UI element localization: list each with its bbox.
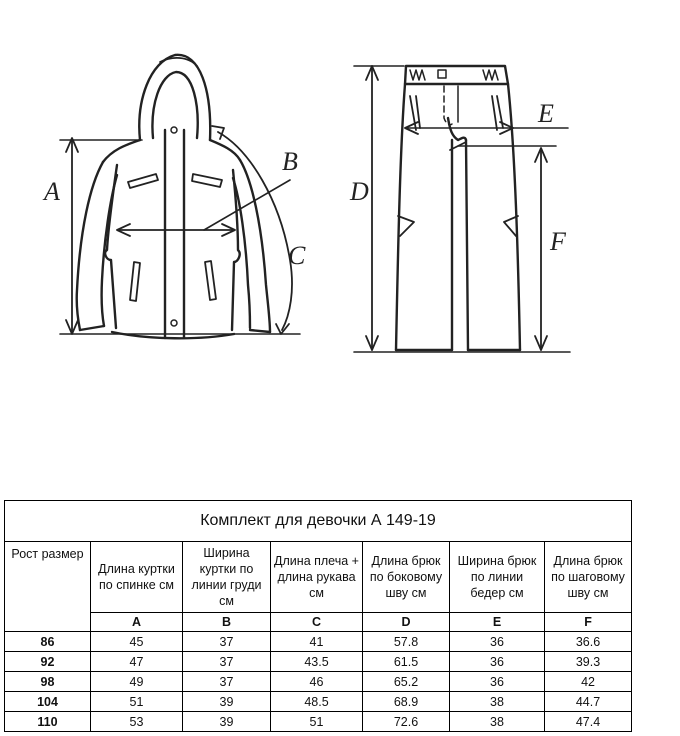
header-d: Длина брюк по боковому шву см	[363, 542, 450, 613]
cell-e: 36	[450, 652, 545, 672]
cell-f: 42	[545, 672, 632, 692]
cell-d: 61.5	[363, 652, 450, 672]
table-row	[5, 692, 632, 712]
cell-a: 49	[91, 672, 183, 692]
size-value: 98	[5, 672, 91, 692]
label-b: B	[282, 147, 298, 176]
letter-c: C	[271, 613, 363, 632]
size-table	[4, 500, 632, 732]
cell-e: 36	[450, 632, 545, 652]
size-value: 92	[5, 652, 91, 672]
cell-e: 36	[450, 672, 545, 692]
size-value: 104	[5, 692, 91, 712]
label-a: A	[44, 177, 60, 206]
cell-f: 44.7	[545, 692, 632, 712]
jacket-drawing	[60, 55, 300, 338]
cell-e: 38	[450, 692, 545, 712]
letter-e: E	[450, 613, 545, 632]
cell-f: 47.4	[545, 712, 632, 732]
table-title: Комплект для девочки А 149-19	[5, 501, 632, 542]
header-a: Длина куртки по спинке см	[91, 542, 183, 613]
label-e: E	[538, 99, 554, 128]
cell-e: 38	[450, 712, 545, 732]
cell-c: 51	[271, 712, 363, 732]
cell-d: 72.6	[363, 712, 450, 732]
label-c: C	[288, 241, 306, 270]
cell-d: 68.9	[363, 692, 450, 712]
cell-d: 65.2	[363, 672, 450, 692]
cell-a: 51	[91, 692, 183, 712]
cell-b: 37	[183, 632, 271, 652]
cell-c: 41	[271, 632, 363, 652]
header-f: Длина брюк по шаговому шву см	[545, 542, 632, 613]
header-b: Ширина куртки по линии груди см	[183, 542, 271, 613]
cell-d: 57.8	[363, 632, 450, 652]
cell-a: 53	[91, 712, 183, 732]
cell-b: 39	[183, 712, 271, 732]
cell-b: 37	[183, 672, 271, 692]
size-value: 110	[5, 712, 91, 732]
cell-a: 45	[91, 632, 183, 652]
cell-c: 48.5	[271, 692, 363, 712]
cell-f: 39.3	[545, 652, 632, 672]
table-row	[5, 712, 632, 732]
header-c: Длина плеча + длина рукава см	[271, 542, 363, 613]
cell-c: 43.5	[271, 652, 363, 672]
label-f: F	[550, 227, 566, 256]
cell-f: 36.6	[545, 632, 632, 652]
cell-a: 47	[91, 652, 183, 672]
table-row	[5, 652, 632, 672]
header-e: Ширина брюк по линии бедер см	[450, 542, 545, 613]
letter-f: F	[545, 613, 632, 632]
label-d: D	[350, 177, 369, 206]
letter-d: D	[363, 613, 450, 632]
cell-c: 46	[271, 672, 363, 692]
size-value: 86	[5, 632, 91, 652]
letter-b: B	[183, 613, 271, 632]
letter-a: A	[91, 613, 183, 632]
header-size: Рост размер	[5, 542, 91, 632]
cell-b: 39	[183, 692, 271, 712]
table-row	[5, 672, 632, 692]
table-row	[5, 632, 632, 652]
cell-b: 37	[183, 652, 271, 672]
